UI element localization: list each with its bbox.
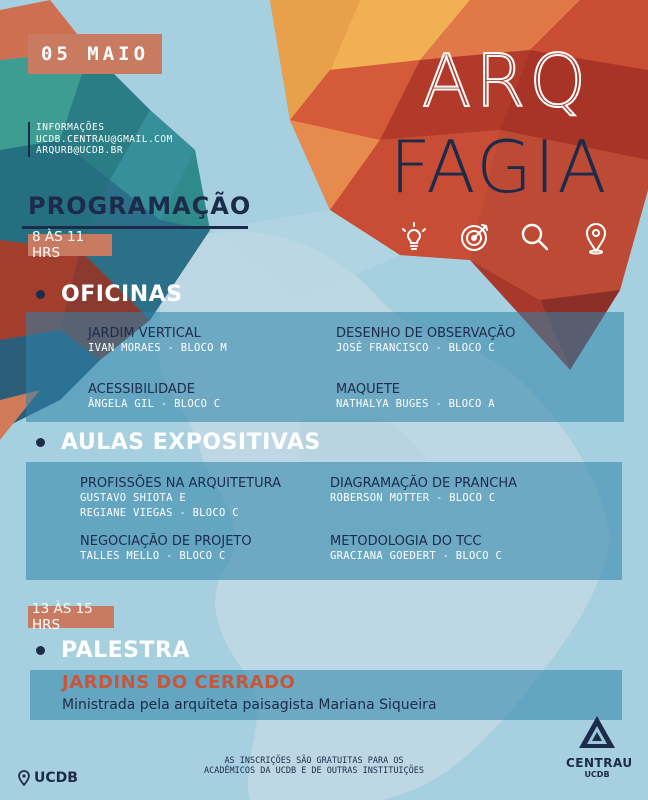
info-email-1[interactable]: UCDB.CENTRAU@GMAIL.COM	[36, 133, 173, 145]
note-line-2: ACADÊMICOS DA UCDB E DE OUTRAS INSTITUIÇÕES	[203, 766, 425, 776]
bullet-dot	[36, 438, 45, 447]
location-pin-icon	[18, 770, 30, 786]
theme-icons	[394, 214, 616, 260]
list-item	[330, 476, 517, 506]
section-palestra	[36, 638, 190, 663]
palestra-name: JARDINS DO CERRADO	[62, 672, 296, 693]
item-speaker: JOSÉ FRANCISCO - BLOCO C	[336, 342, 495, 354]
section-oficinas	[36, 282, 183, 307]
location-pin-icon	[576, 217, 616, 257]
bullet-dot	[36, 290, 45, 299]
list-item	[330, 534, 502, 564]
event-title-line-2: FAGIA	[389, 125, 609, 209]
target-icon	[455, 217, 495, 257]
bullet-dot	[36, 646, 45, 655]
section-title: PALESTRA	[61, 638, 190, 663]
item-name: METODOLOGIA DO TCC	[330, 534, 482, 549]
item-speaker-2: REGIANE VIEGAS - BLOCO C	[80, 507, 239, 519]
list-item	[336, 382, 495, 412]
logo-sub: UCDB	[584, 770, 610, 779]
list-item	[88, 382, 220, 412]
time-badge-afternoon: 13 ÀS 15 HRS	[28, 606, 114, 628]
info-label: INFORMAÇÕES	[36, 122, 105, 133]
location-label: UCDB	[34, 770, 78, 786]
lightbulb-icon	[394, 217, 434, 257]
item-speaker: NATHALYA BUGES - BLOCO A	[336, 398, 495, 410]
logo-name: CENTRAU	[566, 756, 633, 770]
note-line-1: AS INSCRIÇÕES SÃO GRATUITAS PARA OS	[224, 756, 404, 766]
list-item	[80, 534, 252, 564]
registration-note	[180, 756, 448, 776]
item-speaker: ROBERSON MOTTER - BLOCO C	[330, 492, 496, 504]
section-title: OFICINAS	[61, 282, 183, 307]
section-aulas-expositivas	[36, 430, 321, 455]
item-speaker: GRACIANA GOEDERT - BLOCO C	[330, 550, 503, 562]
item-name: PROFISSÕES NA ARQUITETURA	[80, 476, 282, 491]
section-title: AULAS EXPOSITIVAS	[61, 430, 321, 455]
date-badge: 05 MAIO	[28, 34, 162, 74]
contact-info	[28, 122, 173, 157]
palestra-description: Ministrada pela arquiteta paisagista Mariana Siqueira	[62, 697, 437, 713]
item-name: ACESSIBILIDADE	[88, 382, 196, 397]
item-name: DESENHO DE OBSERVAÇÃO	[336, 326, 516, 341]
event-title-line-1: ARQ	[422, 39, 590, 123]
item-speaker: GUSTAVO SHIOTA E	[80, 492, 186, 504]
list-item	[80, 476, 281, 521]
triangle-logo-icon	[577, 714, 617, 750]
footer-location	[18, 770, 78, 786]
list-item	[336, 326, 515, 356]
centrau-logo	[566, 714, 633, 779]
time-badge-morning: 8 ÀS 11 HRS	[28, 234, 112, 256]
list-item	[88, 326, 227, 356]
programacao-title: PROGRAMAÇÃO	[28, 192, 252, 220]
item-name: DIAGRAMAÇÃO DE PRANCHA	[330, 476, 518, 491]
info-email-2[interactable]: ARQURB@UCDB.BR	[36, 145, 124, 156]
item-name: NEGOCIAÇÃO DE PROJETO	[80, 534, 252, 549]
magnifier-icon	[515, 217, 555, 257]
item-speaker: TALLES MELLO - BLOCO C	[80, 550, 226, 562]
item-speaker: IVAN MORAES - BLOCO M	[88, 342, 228, 354]
item-name: MAQUETE	[336, 382, 400, 397]
item-name: JARDIM VERTICAL	[88, 326, 201, 341]
item-speaker: ÂNGELA GIL - BLOCO C	[88, 398, 221, 410]
